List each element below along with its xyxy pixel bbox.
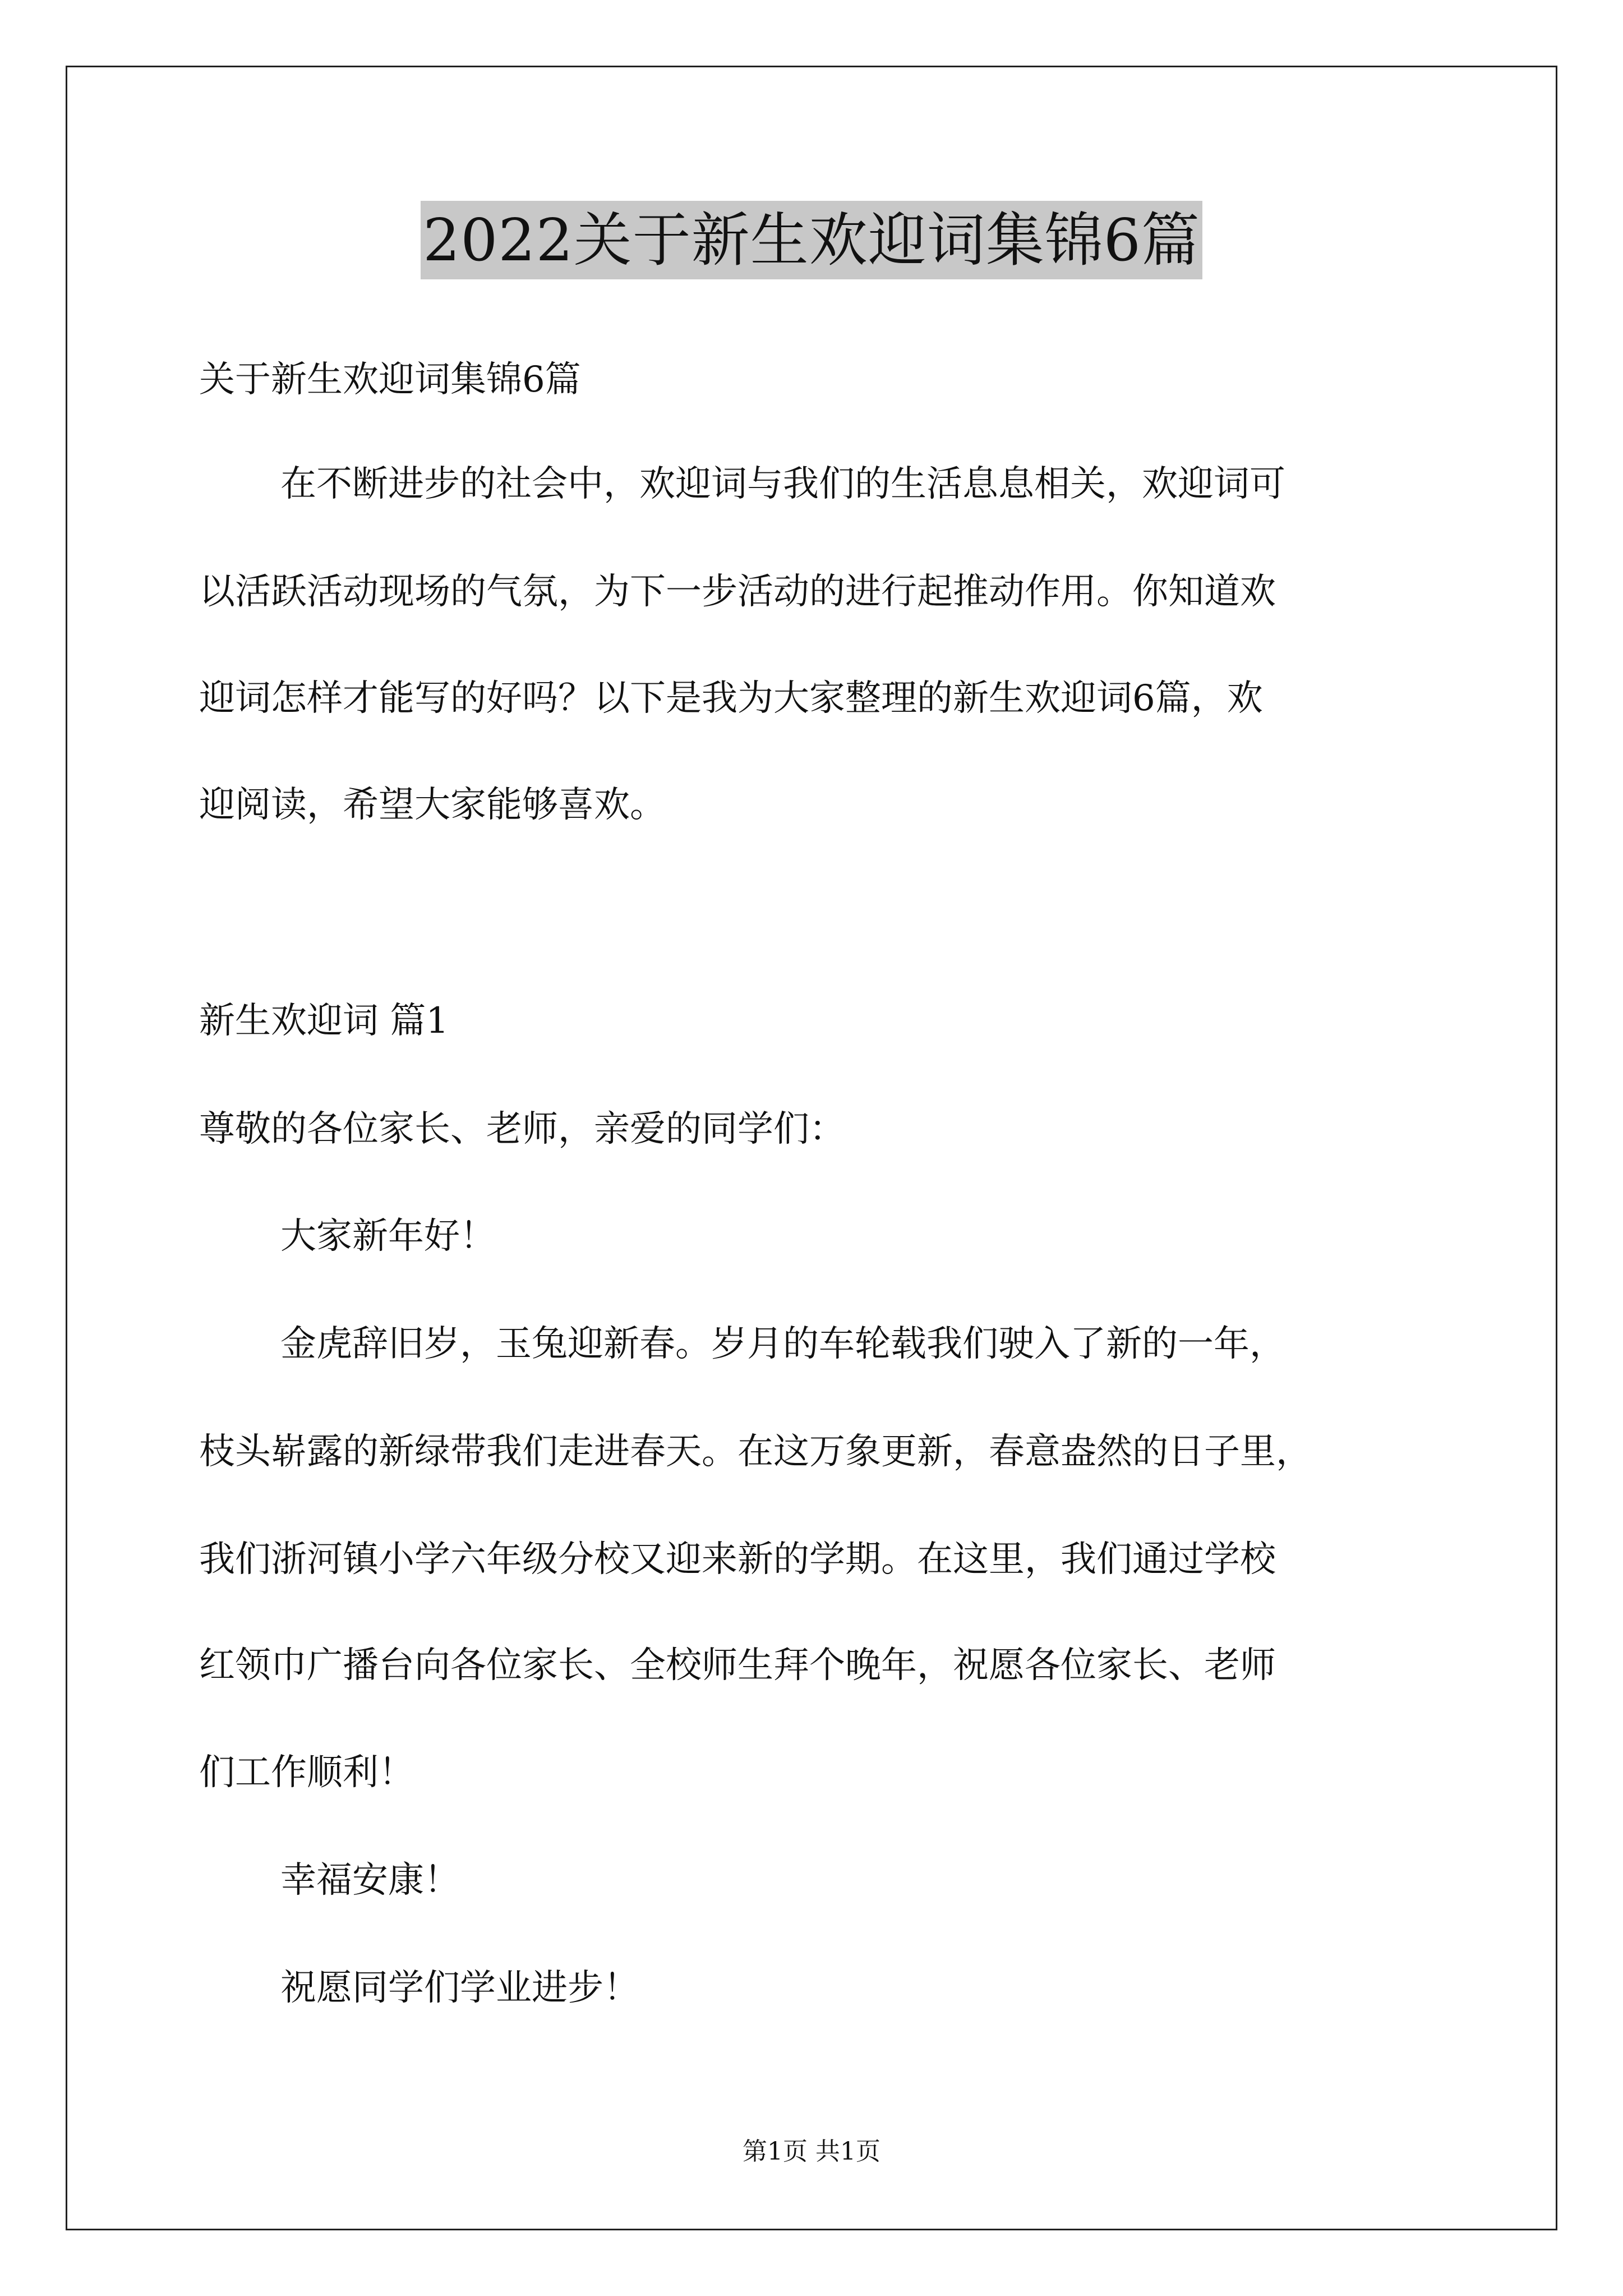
intro-line-2: 以活跃活动现场的气氛，为下一步活动的进行起推动作用。你知道欢 [199, 571, 1276, 613]
title-container [0, 201, 1623, 279]
salutation: 尊敬的各位家长、老师，亲爱的同学们： [199, 1108, 845, 1150]
body-line-2: 枝头崭露的新绿带我们走进春天。在这万象更新，春意盎然的日子里， [199, 1431, 1312, 1473]
body-line-4: 红领巾广播台向各位家长、全校师生拜个晚年，祝愿各位家长、老师 [199, 1645, 1276, 1686]
section-heading: 新生欢迎词 篇1 [199, 1000, 449, 1042]
intro-line-1: 在不断进步的社会中，欢迎词与我们的生活息息相关，欢迎词可 [280, 463, 1285, 505]
wish-line-2: 祝愿同学们学业进步！ [280, 1967, 639, 2009]
document-subtitle: 关于新生欢迎词集锦6篇 [199, 359, 581, 401]
page-footer: 第1页 共1页 [743, 2137, 880, 2166]
body-line-1: 金虎辞旧岁，玉兔迎新春。岁月的车轮载我们驶入了新的一年， [280, 1323, 1285, 1365]
body-line-3: 我们浙河镇小学六年级分校又迎来新的学期。在这里，我们通过学校 [199, 1539, 1276, 1580]
wish-line-1: 幸福安康！ [280, 1860, 460, 1901]
greeting: 大家新年好！ [280, 1216, 496, 1257]
intro-line-3: 迎词怎样才能写的好吗？以下是我为大家整理的新生欢迎词6篇，欢 [199, 678, 1263, 719]
document-title: 2022关于新生欢迎词集锦6篇 [421, 201, 1202, 279]
intro-line-4: 迎阅读，希望大家能够喜欢。 [199, 784, 666, 826]
body-line-5: 们工作顺利！ [199, 1752, 414, 1793]
